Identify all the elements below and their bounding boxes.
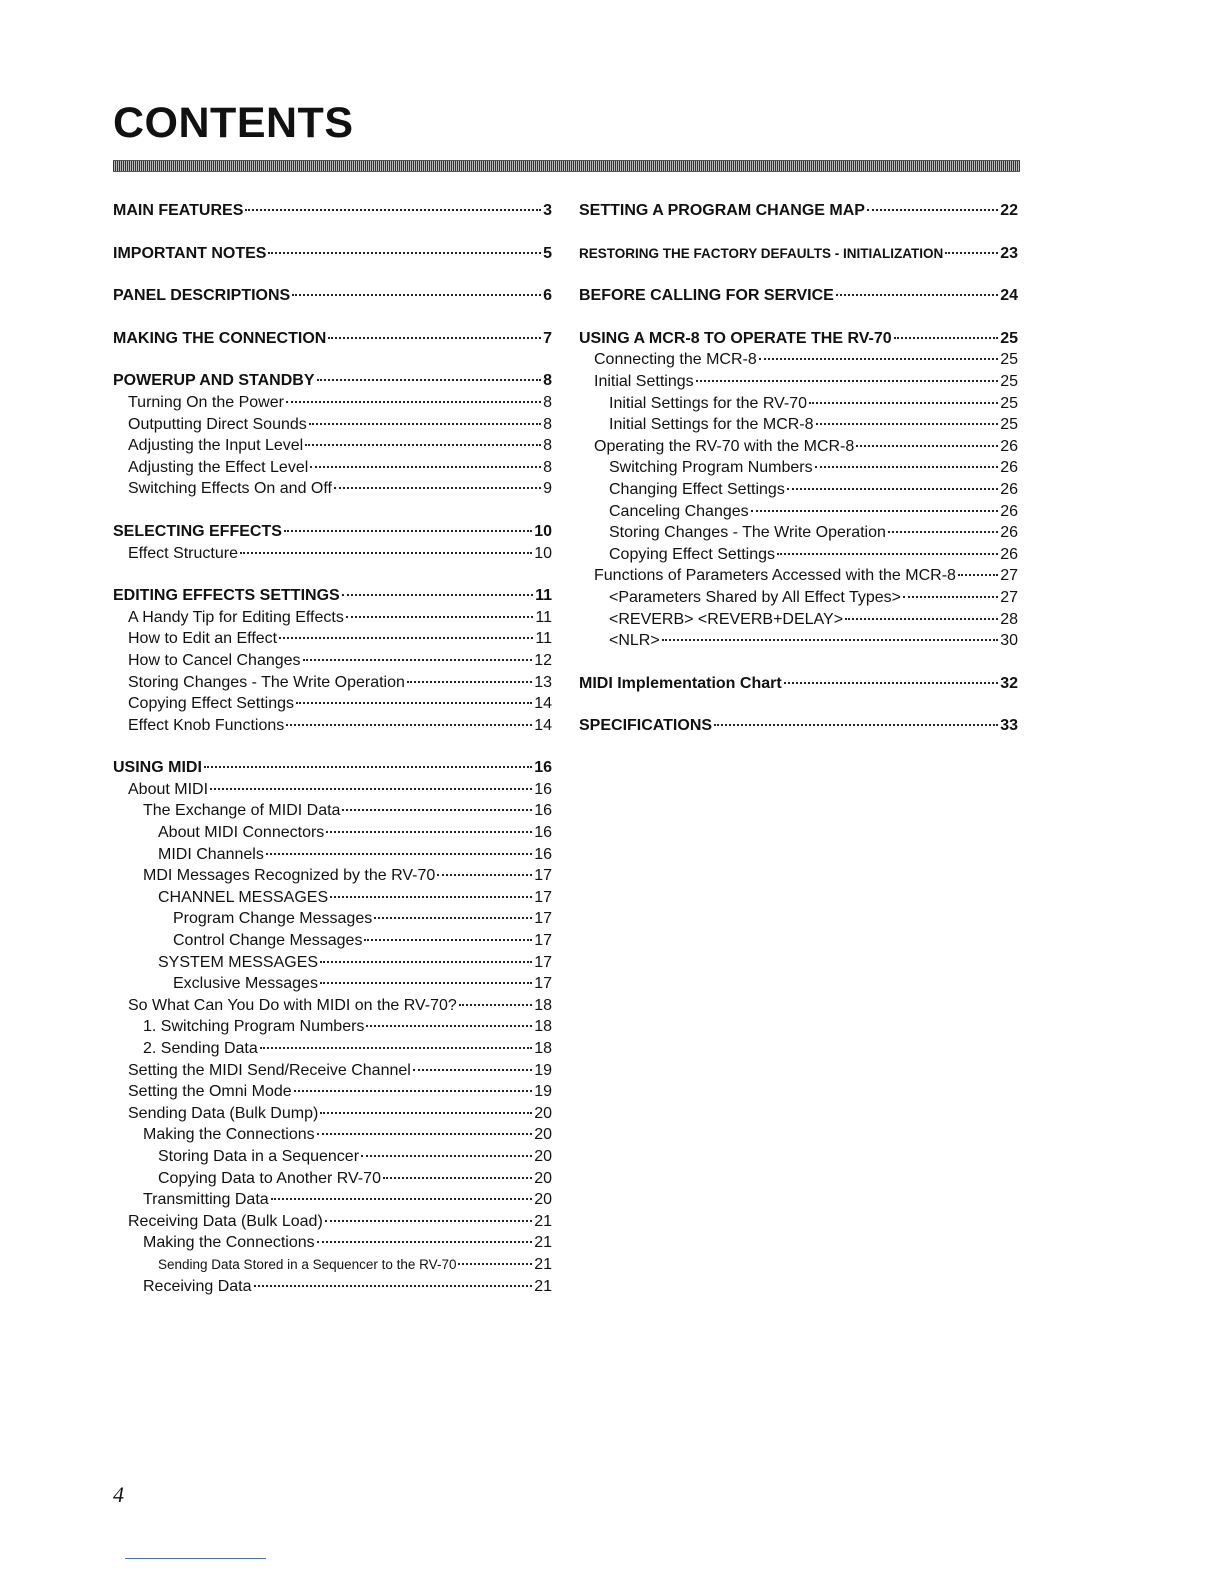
toc-leader-dots [325, 1220, 532, 1222]
toc-entry-title: Changing Effect Settings [609, 480, 785, 498]
toc-entry-title: Storing Data in a Sequencer [158, 1147, 360, 1165]
toc-entry-title: BEFORE CALLING FOR SERVICE [579, 287, 834, 305]
toc-entry-title: MAIN FEATURES [113, 202, 244, 219]
toc-entry-title: POWERUP AND STANDBY [113, 372, 315, 390]
toc-subentry[interactable] [579, 544, 1018, 566]
toc-entry-title: PANEL DESCRIPTIONS [113, 287, 291, 305]
toc-leader-dots [894, 337, 999, 339]
toc-leader-dots [320, 961, 532, 963]
toc-leader-dots [784, 682, 999, 684]
toc-leader-dots [459, 1004, 532, 1006]
toc-entry-page: 11 [535, 630, 552, 648]
toc-entry-title: CHANNEL MESSAGES [158, 888, 329, 906]
toc-leader-dots [696, 380, 999, 382]
toc-entry-title: 2. Sending Data [143, 1040, 258, 1057]
toc-entry-page: 23 [1000, 244, 1018, 262]
toc-entry-title: SELECTING EFFECTS [113, 522, 282, 540]
toc-entry-page: 26 [1000, 480, 1018, 498]
toc-section-entry[interactable] [113, 521, 552, 543]
toc-leader-dots [245, 209, 541, 211]
toc-subentry[interactable] [113, 1060, 552, 1082]
toc-subentry[interactable] [113, 478, 552, 500]
toc-leader-dots [346, 616, 534, 618]
toc-section-entry[interactable] [113, 200, 552, 222]
toc-leader-dots [366, 1025, 532, 1027]
toc-entry-title: 1. Switching Program Numbers [143, 1018, 365, 1036]
toc-entry-page: 18 [534, 1040, 552, 1057]
toc-entry-page: 10 [534, 544, 552, 562]
toc-entry-title: MDI Messages Recognized by the RV-70 [143, 867, 436, 885]
toc-entry-title: Copying Effect Settings [128, 695, 295, 713]
toc-leader-dots [326, 831, 532, 833]
toc-leader-dots [330, 896, 532, 898]
toc-entry-page: 13 [534, 673, 552, 691]
toc-entry-title: SPECIFICATIONS [579, 717, 713, 735]
toc-leader-dots [809, 402, 998, 404]
toc-entry-page: 11 [535, 608, 552, 626]
toc-entry-title: EDITING EFFECTS SETTINGS [113, 587, 340, 605]
toc-entry-page: 17 [534, 975, 552, 993]
toc-leader-dots [662, 639, 999, 641]
toc-section-entry[interactable] [113, 243, 552, 265]
toc-leader-dots [320, 1112, 532, 1114]
toc-entry-page: 22 [1000, 202, 1018, 219]
toc-leader-dots [268, 252, 541, 254]
toc-entry-title: <Parameters Shared by All Effect Types> [609, 588, 902, 606]
toc-leader-dots [317, 379, 542, 381]
toc-entry-title: Storing Changes - The Write Operation [128, 673, 405, 691]
toc-entry-title: Outputting Direct Sounds [128, 415, 307, 433]
toc-entry-page: 9 [543, 480, 552, 498]
toc-subentry[interactable] [113, 844, 552, 866]
toc-subentry[interactable] [113, 1124, 552, 1146]
toc-subentry[interactable] [113, 1232, 552, 1254]
toc-entry-page: 12 [534, 651, 552, 669]
toc-subentry[interactable] [113, 715, 552, 737]
toc-left-column [113, 200, 552, 1297]
toc-entry-title: Setting the MIDI Send/Receive Channel [128, 1061, 411, 1079]
toc-leader-dots [383, 1177, 532, 1179]
toc-entry-title: So What Can You Do with MIDI on the RV-70? [128, 996, 457, 1014]
toc-leader-dots [240, 552, 532, 554]
toc-leader-dots [305, 444, 541, 446]
toc-entry-page: 21 [534, 1255, 552, 1273]
toc-leader-dots [210, 788, 532, 790]
toc-leader-dots [945, 252, 998, 254]
toc-entry-page: 21 [534, 1277, 552, 1295]
toc-subentry[interactable] [113, 1103, 552, 1125]
toc-entry-page: 16 [534, 845, 552, 863]
toc-leader-dots [292, 294, 541, 296]
toc-entry-title: Functions of Parameters Accessed with the MCR-8 [594, 567, 956, 585]
toc-entry-title: Turning On the Power [128, 393, 284, 411]
toc-subentry[interactable] [579, 609, 1018, 631]
toc-leader-dots [751, 510, 999, 512]
toc-entry-title: Control Change Messages [173, 932, 363, 950]
toc-subentry[interactable] [113, 1016, 552, 1038]
toc-entry-title: RESTORING THE FACTORY DEFAULTS - INITIALIZATION [579, 245, 944, 261]
toc-entry-page: 8 [543, 437, 552, 455]
toc-leader-dots [777, 553, 998, 555]
toc-entry-page: 16 [534, 824, 552, 842]
toc-subentry[interactable] [113, 1211, 552, 1233]
toc-section-entry[interactable] [579, 243, 1018, 265]
toc-leader-dots [714, 724, 998, 726]
toc-leader-dots [260, 1047, 532, 1049]
toc-entry-title: Initial Settings for the MCR-8 [609, 416, 814, 434]
toc-section-entry[interactable] [113, 370, 552, 392]
toc-entry-title: MAKING THE CONNECTION [113, 329, 327, 347]
toc-entry-title: Receiving Data [143, 1277, 252, 1295]
toc-subentry[interactable] [113, 457, 552, 479]
toc-leader-dots [296, 702, 532, 704]
toc-subentry[interactable] [113, 1081, 552, 1103]
toc-subentry[interactable] [113, 800, 552, 822]
toc-leader-dots [759, 358, 998, 360]
toc-entry-page: 25 [1000, 372, 1018, 390]
toc-entry-title: The Exchange of MIDI Data [143, 802, 341, 820]
toc-leader-dots [867, 209, 998, 211]
toc-leader-dots [437, 874, 532, 876]
toc-leader-dots [374, 917, 532, 919]
toc-entry-title: Effect Knob Functions [128, 716, 285, 734]
toc-leader-dots [286, 724, 532, 726]
toc-leader-dots [458, 1263, 532, 1265]
toc-entry-page: 27 [1000, 567, 1018, 585]
toc-entry-title: Initial Settings for the RV-70 [609, 394, 808, 412]
toc-entry-title: Switching Effects On and Off [128, 480, 332, 498]
toc-entry-title: Setting the Omni Mode [128, 1083, 292, 1101]
toc-subentry[interactable] [113, 930, 552, 952]
toc-subentry[interactable] [113, 995, 552, 1017]
toc-subentry[interactable] [113, 779, 552, 801]
toc-subentry[interactable] [113, 1276, 552, 1298]
toc-entry-page: 28 [1000, 610, 1018, 628]
toc-subentry[interactable] [113, 543, 552, 565]
toc-entry-title: Adjusting the Input Level [128, 437, 304, 455]
toc-subentry[interactable] [579, 522, 1018, 544]
toc-entry-title: Switching Program Numbers [609, 459, 813, 477]
toc-entry-page: 18 [534, 996, 552, 1014]
toc-section-entry[interactable] [579, 328, 1018, 350]
toc-entry-page: 16 [534, 802, 552, 820]
toc-entry-title: SETTING A PROGRAM CHANGE MAP [579, 202, 865, 219]
toc-subentry[interactable] [113, 865, 552, 887]
toc-leader-dots [294, 1090, 533, 1092]
toc-leader-dots [317, 1133, 533, 1135]
toc-entry-page: 19 [534, 1061, 552, 1079]
toc-entry-title: IMPORTANT NOTES [113, 244, 267, 262]
toc-leader-dots [310, 466, 541, 468]
toc-section-entry[interactable] [579, 200, 1018, 222]
toc-entry-page: 16 [534, 780, 552, 798]
toc-entry-title: Making the Connections [143, 1126, 315, 1144]
toc-entry-title: <NLR> [609, 632, 660, 650]
toc-entry-title: Adjusting the Effect Level [128, 458, 309, 476]
toc-entry-page: 17 [534, 867, 552, 885]
toc-entry-title: USING A MCR-8 TO OPERATE THE RV-70 [579, 329, 892, 347]
toc-leader-dots [815, 466, 999, 468]
toc-subentry[interactable] [579, 349, 1018, 371]
toc-leader-dots [254, 1285, 533, 1287]
page-number: 4 [113, 1482, 124, 1507]
toc-subentry[interactable] [113, 392, 552, 414]
toc-subentry[interactable] [579, 587, 1018, 609]
toc-entry-title: Initial Settings [594, 372, 694, 390]
toc-subentry[interactable] [113, 1168, 552, 1190]
toc-entry-page: 14 [534, 695, 552, 713]
toc-leader-dots [334, 487, 541, 489]
toc-subentry[interactable] [579, 414, 1018, 436]
toc-section-entry[interactable] [579, 285, 1018, 307]
toc-entry-page: 26 [1000, 502, 1018, 520]
title-rule [113, 160, 1020, 172]
toc-entry-title: A Handy Tip for Editing Effects [128, 608, 344, 626]
toc-entry-title: USING MIDI [113, 759, 202, 777]
toc-entry-title: MIDI Implementation Chart [579, 674, 782, 692]
toc-entry-page: 5 [543, 244, 552, 262]
toc-subentry[interactable] [113, 672, 552, 694]
toc-entry-page: 21 [534, 1234, 552, 1252]
toc-entry-page: 20 [534, 1147, 552, 1165]
toc-entry-page: 11 [535, 587, 552, 605]
toc-entry-page: 26 [1000, 437, 1018, 455]
toc-subentry[interactable] [579, 565, 1018, 587]
toc-entry-page: 26 [1000, 459, 1018, 477]
toc-leader-dots [328, 337, 541, 339]
toc-entry-page: 20 [534, 1104, 552, 1122]
toc-leader-dots [284, 530, 532, 532]
toc-entry-page: 32 [1000, 674, 1018, 692]
toc-entry-page: 8 [543, 415, 552, 433]
toc-entry-page: 20 [534, 1191, 552, 1209]
toc-subentry[interactable] [113, 414, 552, 436]
toc-entry-page: 25 [1000, 329, 1018, 347]
toc-entry-page: 26 [1000, 545, 1018, 563]
toc-entry-page: 33 [1000, 717, 1018, 735]
toc-entry-title: How to Cancel Changes [128, 651, 301, 669]
toc-leader-dots [361, 1155, 532, 1157]
toc-entry-page: 19 [534, 1083, 552, 1101]
toc-subentry[interactable] [579, 479, 1018, 501]
toc-leader-dots [317, 1241, 533, 1243]
toc-subentry[interactable] [113, 628, 552, 650]
toc-leader-dots [266, 853, 532, 855]
toc-subentry[interactable] [113, 607, 552, 629]
toc-subentry[interactable] [113, 1146, 552, 1168]
toc-entry-title: Sending Data (Bulk Dump) [128, 1104, 319, 1122]
toc-leader-dots [303, 659, 533, 661]
toc-entry-title: Sending Data Stored in a Sequencer to the RV-70 [158, 1256, 457, 1272]
toc-section-entry[interactable] [579, 715, 1018, 737]
footer-line [125, 1558, 266, 1559]
toc-entry-title: Program Change Messages [173, 910, 373, 928]
toc-leader-dots [271, 1198, 533, 1200]
toc-leader-dots [342, 594, 533, 596]
toc-entry-title: Connecting the MCR-8 [594, 351, 757, 369]
toc-leader-dots [958, 574, 998, 576]
toc-subentry[interactable] [113, 887, 552, 909]
toc-entry-title: How to Edit an Effect [128, 630, 278, 648]
toc-entry-title: SYSTEM MESSAGES [158, 953, 319, 971]
toc-section-entry[interactable] [113, 757, 552, 779]
toc-entry-page: 18 [534, 1018, 552, 1036]
toc-section-entry[interactable] [113, 285, 552, 307]
toc-entry-page: 25 [1000, 394, 1018, 412]
toc-leader-dots [845, 618, 998, 620]
toc-entry-page: 21 [534, 1212, 552, 1230]
toc-subentry[interactable] [113, 822, 552, 844]
toc-entry-page: 25 [1000, 351, 1018, 369]
toc-leader-dots [816, 423, 999, 425]
toc-subentry[interactable] [579, 371, 1018, 393]
toc-entry-page: 27 [1000, 588, 1018, 606]
toc-entry-page: 24 [1000, 287, 1018, 305]
toc-leader-dots [413, 1069, 532, 1071]
toc-entry-page: 8 [543, 393, 552, 411]
toc-subentry[interactable] [579, 630, 1018, 652]
toc-entry-title: <REVERB> <REVERB+DELAY> [609, 610, 844, 628]
toc-entry-page: 17 [534, 888, 552, 906]
toc-entry-page: 3 [543, 202, 552, 219]
toc-entry-title: Making the Connections [143, 1234, 315, 1252]
toc-leader-dots [204, 766, 532, 768]
toc-entry-title: About MIDI Connectors [158, 824, 325, 842]
toc-entry-page: 25 [1000, 416, 1018, 434]
toc-entry-page: 14 [534, 716, 552, 734]
toc-leader-dots [364, 939, 532, 941]
toc-entry-title: Storing Changes - The Write Operation [609, 524, 886, 542]
toc-leader-dots [888, 531, 998, 533]
toc-leader-dots [320, 982, 532, 984]
toc-entry-title: Copying Data to Another RV-70 [158, 1169, 381, 1187]
toc-subentry[interactable] [113, 650, 552, 672]
toc-right-column [579, 200, 1018, 737]
toc-leader-dots [309, 423, 541, 425]
toc-section-entry[interactable] [113, 585, 552, 607]
toc-entry-title: Copying Effect Settings [609, 545, 776, 563]
toc-leader-dots [836, 294, 998, 296]
toc-entry-page: 17 [534, 953, 552, 971]
toc-leader-dots [903, 596, 998, 598]
toc-entry-page: 26 [1000, 524, 1018, 542]
toc-entry-page: 16 [534, 759, 552, 777]
toc-subentry[interactable] [113, 1038, 552, 1060]
toc-entry-title: Canceling Changes [609, 502, 749, 520]
toc-entry-page: 20 [534, 1169, 552, 1187]
toc-leader-dots [787, 488, 998, 490]
toc-entry-title: About MIDI [128, 780, 209, 798]
toc-leader-dots [856, 445, 998, 447]
toc-subentry[interactable] [579, 457, 1018, 479]
toc-entry-page: 17 [534, 932, 552, 950]
toc-entry-title: Exclusive Messages [173, 975, 318, 993]
toc-subentry[interactable] [579, 436, 1018, 458]
toc-entry-title: Effect Structure [128, 544, 238, 562]
toc-section-entry[interactable] [113, 328, 552, 350]
toc-subentry[interactable] [113, 973, 552, 995]
toc-leader-dots [407, 681, 532, 683]
toc-entry-title: Transmitting Data [143, 1191, 269, 1209]
toc-entry-page: 6 [543, 287, 552, 305]
toc-entry-title: MIDI Channels [158, 845, 264, 863]
toc-subentry[interactable] [579, 393, 1018, 415]
toc-leader-dots [342, 809, 532, 811]
toc-subentry[interactable] [113, 1189, 552, 1211]
toc-entry-page: 8 [543, 458, 552, 476]
toc-subentry[interactable] [113, 908, 552, 930]
toc-entry-page: 20 [534, 1126, 552, 1144]
page-title: CONTENTS [113, 99, 354, 147]
toc-entry-page: 17 [534, 910, 552, 928]
toc-entry-page: 8 [543, 372, 552, 390]
toc-subentry[interactable] [579, 501, 1018, 523]
toc-entry-page: 7 [543, 329, 552, 347]
toc-section-entry[interactable] [579, 673, 1018, 695]
toc-entry-page: 30 [1000, 632, 1018, 650]
toc-entry-page: 10 [534, 522, 552, 540]
toc-leader-dots [286, 401, 541, 403]
toc-subentry[interactable] [113, 1254, 552, 1276]
toc-entry-title: Operating the RV-70 with the MCR-8 [594, 437, 855, 455]
toc-subentry[interactable] [113, 435, 552, 457]
toc-subentry[interactable] [113, 952, 552, 974]
toc-entry-title: Receiving Data (Bulk Load) [128, 1212, 323, 1230]
toc-leader-dots [279, 637, 533, 639]
toc-subentry[interactable] [113, 693, 552, 715]
